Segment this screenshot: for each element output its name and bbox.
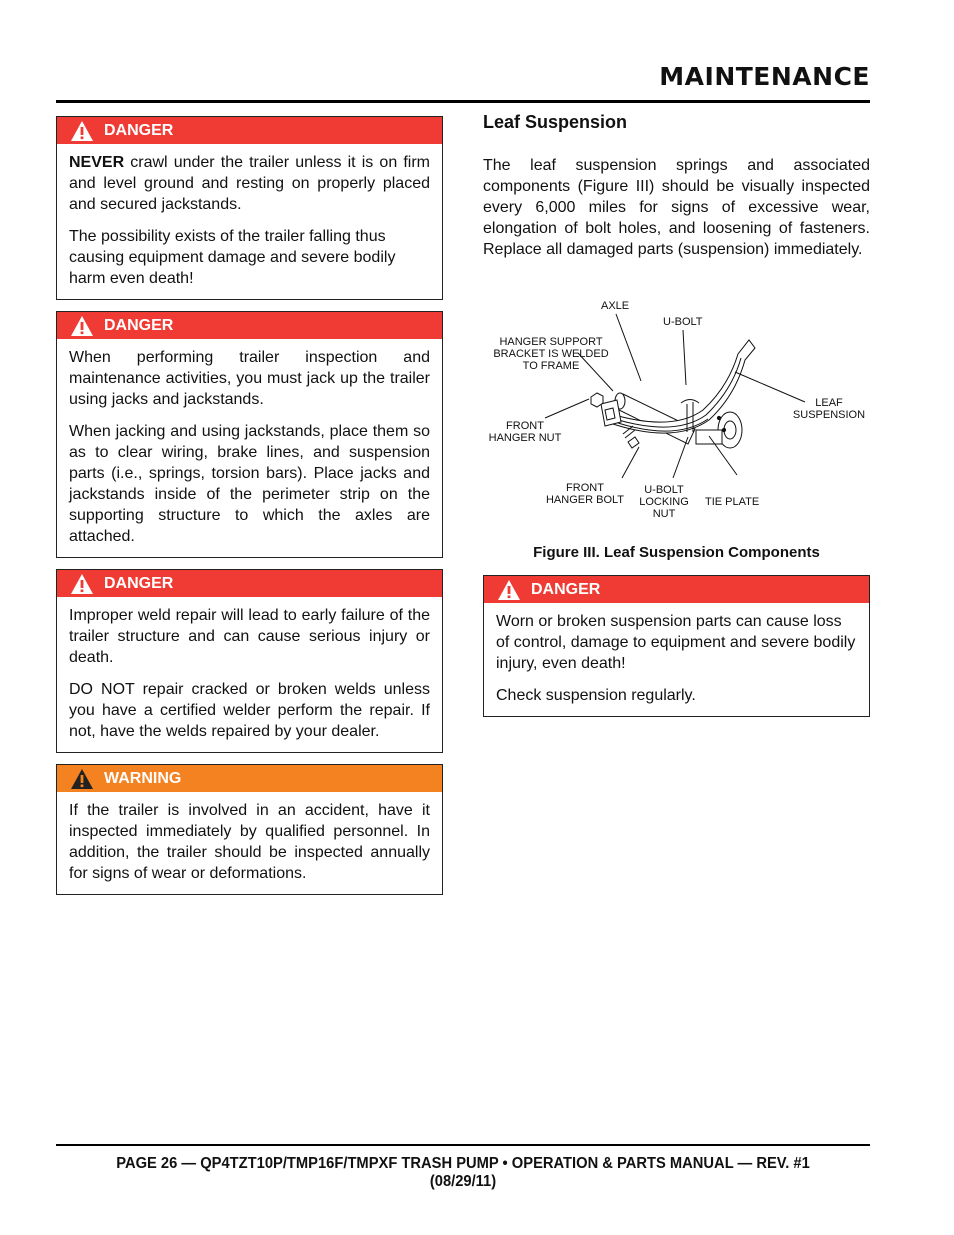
alert-paragraph: If the trailer is involved in an accident, have it inspected immediately by qualified personnel. In addition, the trailer should be inspected annually for signs of wear or deformations.: [69, 802, 430, 882]
warning-triangle-icon: [497, 579, 521, 601]
alert-text: crawl under the trailer unless it is on firm and level ground and resting on properly placed and secured jackstands.: [69, 154, 430, 213]
alert-paragraph: DO NOT repair cracked or broken welds unless you have a certified welder perform the repair. If not, have the welds repaired by your dealer.: [69, 681, 430, 740]
page-footer: PAGE 26 — QP4TZT10P/TMP16F/TMPXF TRASH PUMP • OPERATION & PARTS MANUAL — REV. #1 (08/29/11): [116, 1155, 810, 1190]
left-column: [56, 116, 443, 906]
alert-level-label: DANGER: [104, 316, 174, 334]
leaf-suspension-diagram: [483, 292, 870, 532]
label-front-hanger-bolt: [545, 482, 625, 506]
warning-triangle-icon: [70, 315, 94, 337]
alert-level-label: DANGER: [104, 574, 174, 592]
label-line: NUT: [652, 508, 676, 520]
label-line: U-BOLT: [644, 484, 684, 496]
danger-header: [484, 576, 869, 603]
danger-box-weld-repair: [56, 569, 443, 753]
warning-triangle-icon: [70, 120, 94, 142]
label-line: FRONT: [506, 420, 544, 432]
alert-lead-word: NEVER: [69, 154, 125, 171]
label-line: HANGER SUPPORT: [499, 336, 603, 348]
alert-paragraph: When jacking and using jackstands, place them so as to clear wiring, brake lines, and suspension parts (i.e., springs, torsion bars). Place jacks and jackstands inside of the perimeter strip on the supporting structure to which the axles are attached.: [69, 423, 430, 545]
label-line: FRONT: [566, 482, 604, 494]
warning-box-accident: [56, 764, 443, 895]
label-line: HANGER BOLT: [545, 494, 625, 506]
label-axle: AXLE: [601, 300, 630, 312]
label-hanger-support: [491, 336, 611, 372]
alert-body: [484, 603, 869, 716]
label-leaf-suspension: [789, 397, 869, 421]
alert-level-label: WARNING: [104, 769, 182, 787]
warning-triangle-icon: [70, 573, 94, 595]
danger-header: [57, 570, 442, 597]
alert-body: [57, 339, 442, 557]
alert-body: [57, 792, 442, 894]
page-title: MAINTENANCE: [659, 62, 870, 91]
label-front-hanger-nut: [485, 420, 565, 444]
section-body: The leaf suspension springs and associated components (Figure III) should be visually inspected every 6,000 miles for signs of excessive wear, elongation of bolt holes, and loosening of fasteners. Replace all damaged parts (suspension) immediately.: [483, 157, 870, 258]
footer-rule: [56, 1144, 870, 1146]
figure-caption: Figure III. Leaf Suspension Components: [533, 544, 820, 561]
label-tie-plate: TIE PLATE: [705, 496, 760, 508]
alert-paragraph: [69, 152, 430, 215]
alert-body: [57, 597, 442, 752]
section-title: Leaf Suspension: [483, 112, 628, 132]
alert-body: [57, 144, 442, 299]
label-u-bolt: U-BOLT: [663, 316, 703, 328]
danger-box-trailer-jackstands: [56, 116, 443, 300]
label-line: TO FRAME: [522, 360, 580, 372]
label-line: LEAF: [815, 397, 843, 409]
danger-header: [57, 312, 442, 339]
danger-box-suspension: [483, 575, 870, 717]
label-line: HANGER NUT: [488, 432, 562, 444]
label-line: LOCKING: [639, 496, 689, 508]
label-line: SUSPENSION: [792, 409, 866, 421]
warning-header: [57, 765, 442, 792]
danger-box-jacking: [56, 311, 443, 558]
label-line: BRACKET IS WELDED: [493, 348, 609, 360]
alert-level-label: DANGER: [531, 580, 601, 598]
alert-level-label: DANGER: [104, 121, 174, 139]
danger-header: [57, 117, 442, 144]
label-u-bolt-locking-nut: [634, 484, 694, 520]
alert-paragraph: When performing trailer inspection and maintenance activities, you must jack up the trailer using jacks and jackstands.: [69, 349, 430, 408]
warning-triangle-icon: [70, 768, 94, 790]
alert-paragraph: Check suspension regularly.: [496, 687, 696, 704]
right-column: [483, 112, 870, 728]
alert-paragraph: Worn or broken suspension parts can cause loss of control, damage to equipment and severe bodily injury, even death!: [496, 613, 856, 672]
alert-paragraph: The possibility exists of the trailer falling thus causing equipment damage and severe bodily harm even death!: [69, 228, 396, 287]
header-rule: [56, 100, 870, 103]
alert-paragraph: Improper weld repair will lead to early failure of the trailer structure and can cause serious injury or death.: [69, 607, 430, 666]
